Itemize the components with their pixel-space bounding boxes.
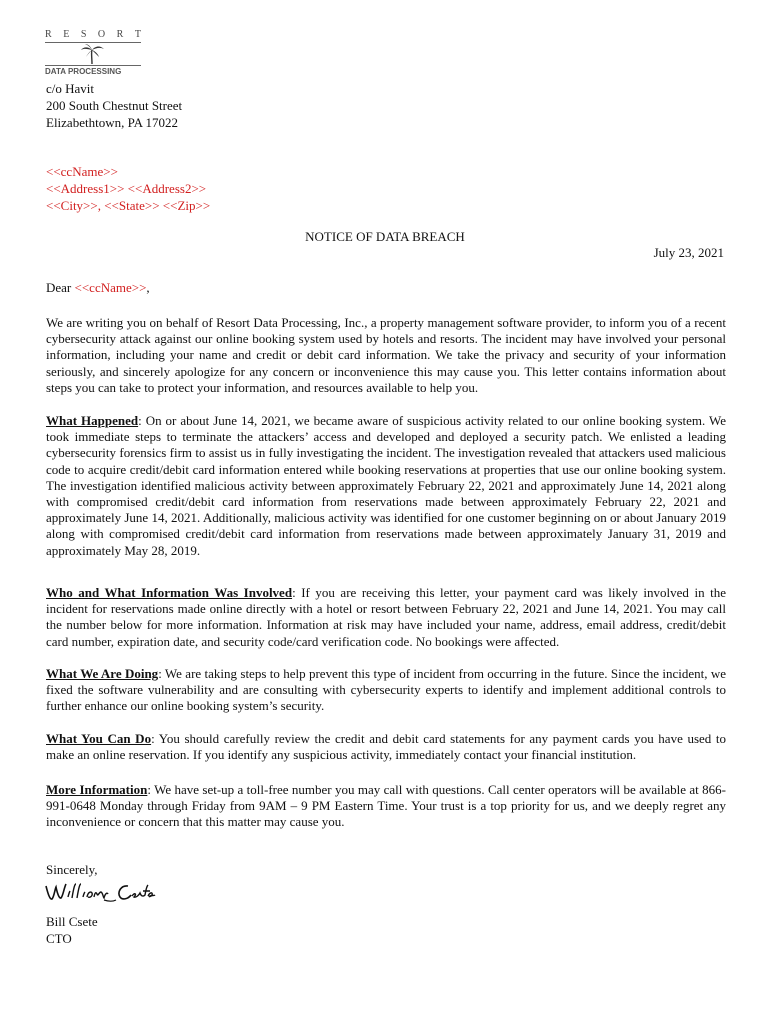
salutation: Dear <<ccName>>, (46, 280, 150, 295)
handwritten-signature (44, 880, 156, 911)
signer-name: Bill Csete (46, 914, 98, 929)
signer-block (46, 913, 98, 947)
section-heading: Who and What Information Was Involved (46, 585, 293, 600)
notice-title: NOTICE OF DATA BREACH (305, 229, 465, 244)
logo-subtitle: DATA PROCESSING (45, 67, 122, 76)
section-what-happened (46, 413, 726, 559)
sender-line: 200 South Chestnut Street (46, 98, 183, 113)
recipient-address (46, 163, 210, 214)
signature-image (44, 880, 156, 906)
section-what-we-are-doing (46, 666, 726, 715)
sender-line: c/o Havit (46, 81, 95, 96)
logo-wordmark: R E S O R T (45, 29, 141, 40)
closing: Sincerely, (46, 862, 98, 877)
section-body: : We have set-up a toll-free number you may call with questions. Call center operators will be available at 866-991-0648 Monday through Friday from 9AM – 9 PM Eastern Time. Your trust is a top priority for us, and we deeply regret any inconvenience or concern that this matter may cause you. (46, 782, 726, 830)
salutation-name: <<ccName>> (74, 280, 147, 295)
intro-paragraph: We are writing you on behalf of Resort Data Processing, Inc., a property management software provider, to inform you of a recent cybersecurity attack against our online booking system used by hotels and resorts. The incident may have involved your personal information, including your name and credit or debit card information. We take the privacy and security of your information seriously, and sincerely apologize for any concern or inconvenience this may cause you. This letter contains information about steps you can take to protect your information, and resources available to help you. (46, 315, 726, 395)
section-what-you-can-do (46, 731, 726, 763)
logo-emblem (45, 41, 141, 67)
company-logo (45, 30, 141, 80)
section-heading: What We Are Doing (46, 666, 159, 681)
section-more-information (46, 782, 726, 831)
section-body: : If you are receiving this letter, your payment card was likely involved in the incident for reservations made online directly with a hotel or resort between February 22, 2021 and June 14, 2021. You may call the number below for more information. Information at risk may have included your name, address, email address, credit/debit card number, expiration date, and security code/card verification code. No bookings were affected. (46, 585, 726, 649)
sender-address (46, 80, 182, 131)
section-heading: What Happened (46, 413, 139, 428)
section-heading: More Information (46, 782, 148, 797)
section-body: : On or about June 14, 2021, we became aware of suspicious activity related to our online booking system. We took immediate steps to terminate the attackers’ access and developed and deployed a security patch. We enlisted a leading cybersecurity forensics firm to assist us in fully investigating the incident. The investigation revealed that attackers used malicious code to acquire credit/debit card information entered while booking reservations at properties that use our online booking system. The investigation identified malicious activity between approximately February 22, 2021 and approximately June 14, 2021 along with compromised credit/debit card information from reservations made between approximately February 22, 2021 and approximately June 14, 2021. Additionally, malicious activity was identified for one customer beginning on or about January 2019 along with compromised credit/debit card information from reservations made between approximately January 31, 2019 and approximately May 28, 2019. (46, 413, 726, 558)
palm-tree-icon (78, 43, 106, 65)
section-information-involved (46, 585, 726, 650)
section-body: : We are taking steps to help prevent this type of incident from occurring in the future. Since the incident, we fixed the software vulnerability and are consulting with cybersecurity experts to identify and implement additional controls to further enhance our online booking system’s security. (46, 666, 726, 714)
section-body: : You should carefully review the credit and debit card statements for any payment cards you have used to make an online reservation. If you identify any suspicious activity, immediately contact your financial institution. (46, 731, 726, 763)
recipient-line: <<City>>, <<State>> <<Zip>> (46, 198, 211, 213)
letter-date: July 23, 2021 (653, 245, 724, 260)
recipient-line: <<ccName>> (46, 164, 118, 179)
signer-title: CTO (46, 931, 72, 946)
section-heading: What You Can Do (46, 731, 152, 746)
sender-line: Elizabethtown, PA 17022 (46, 115, 179, 130)
recipient-line: <<Address1>> <<Address2>> (46, 181, 207, 196)
